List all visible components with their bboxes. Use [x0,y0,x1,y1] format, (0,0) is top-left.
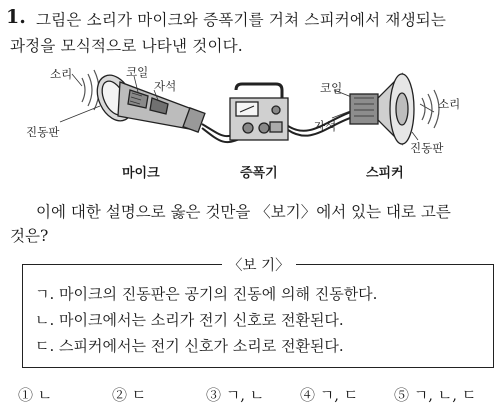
choice-2[interactable]: ② ㄷ [112,386,147,404]
choice-1[interactable]: ① ㄴ [18,386,53,404]
question-ask-line-2: 것은? [10,227,49,245]
figure [10,60,500,182]
choice-5[interactable]: ⑤ ㄱ, ㄴ, ㄷ [394,386,477,404]
bogi-box [22,264,494,368]
bogi-title: 〈보 기〉 [222,254,296,275]
mic-magnet-label: 자석 [154,79,177,93]
bogi-item-1: ㄱ. 마이크의 진동판은 공기의 진동에 의해 진동한다. [35,285,378,303]
mic-caption: 마이크 [122,166,160,181]
speaker-caption: 스피커 [366,166,404,181]
mic-coil-label: 코일 [126,65,149,79]
mic-diaphragm-label: 진동판 [26,125,60,139]
question-ask-line-1: 이에 대한 설명으로 옳은 것만을 〈보기〉에서 있는 대로 고른 [36,203,451,221]
amplifier [230,84,288,140]
mic-sound-waves [82,70,99,110]
speaker-magnet-label: 자석 [314,119,337,133]
bogi-item-3: ㄷ. 스피커에서는 전기 신호가 소리로 전환된다. [35,337,344,355]
amp-caption: 증폭기 [240,166,278,181]
speaker-sound-label: 소리 [438,97,461,111]
speaker-coil-label: 코일 [320,81,343,95]
speaker-diaphragm-label: 진동판 [410,141,444,155]
speaker [350,74,414,144]
speaker-sound-waves [422,90,439,128]
bogi-item-2: ㄴ. 마이크에서는 소리가 전기 신호로 전환된다. [35,311,344,329]
choice-4[interactable]: ④ ㄱ, ㄷ [300,386,359,404]
choice-3[interactable]: ③ ㄱ, ㄴ [206,386,265,404]
question-stem-line-2: 과정을 모식적으로 나타낸 것이다. [10,37,243,55]
mic-sound-label: 소리 [50,67,73,81]
question-stem-line-1: 그림은 소리가 마이크와 증폭기를 거쳐 스피커에서 재생되는 [36,11,447,29]
question-number: 1. [6,6,26,28]
